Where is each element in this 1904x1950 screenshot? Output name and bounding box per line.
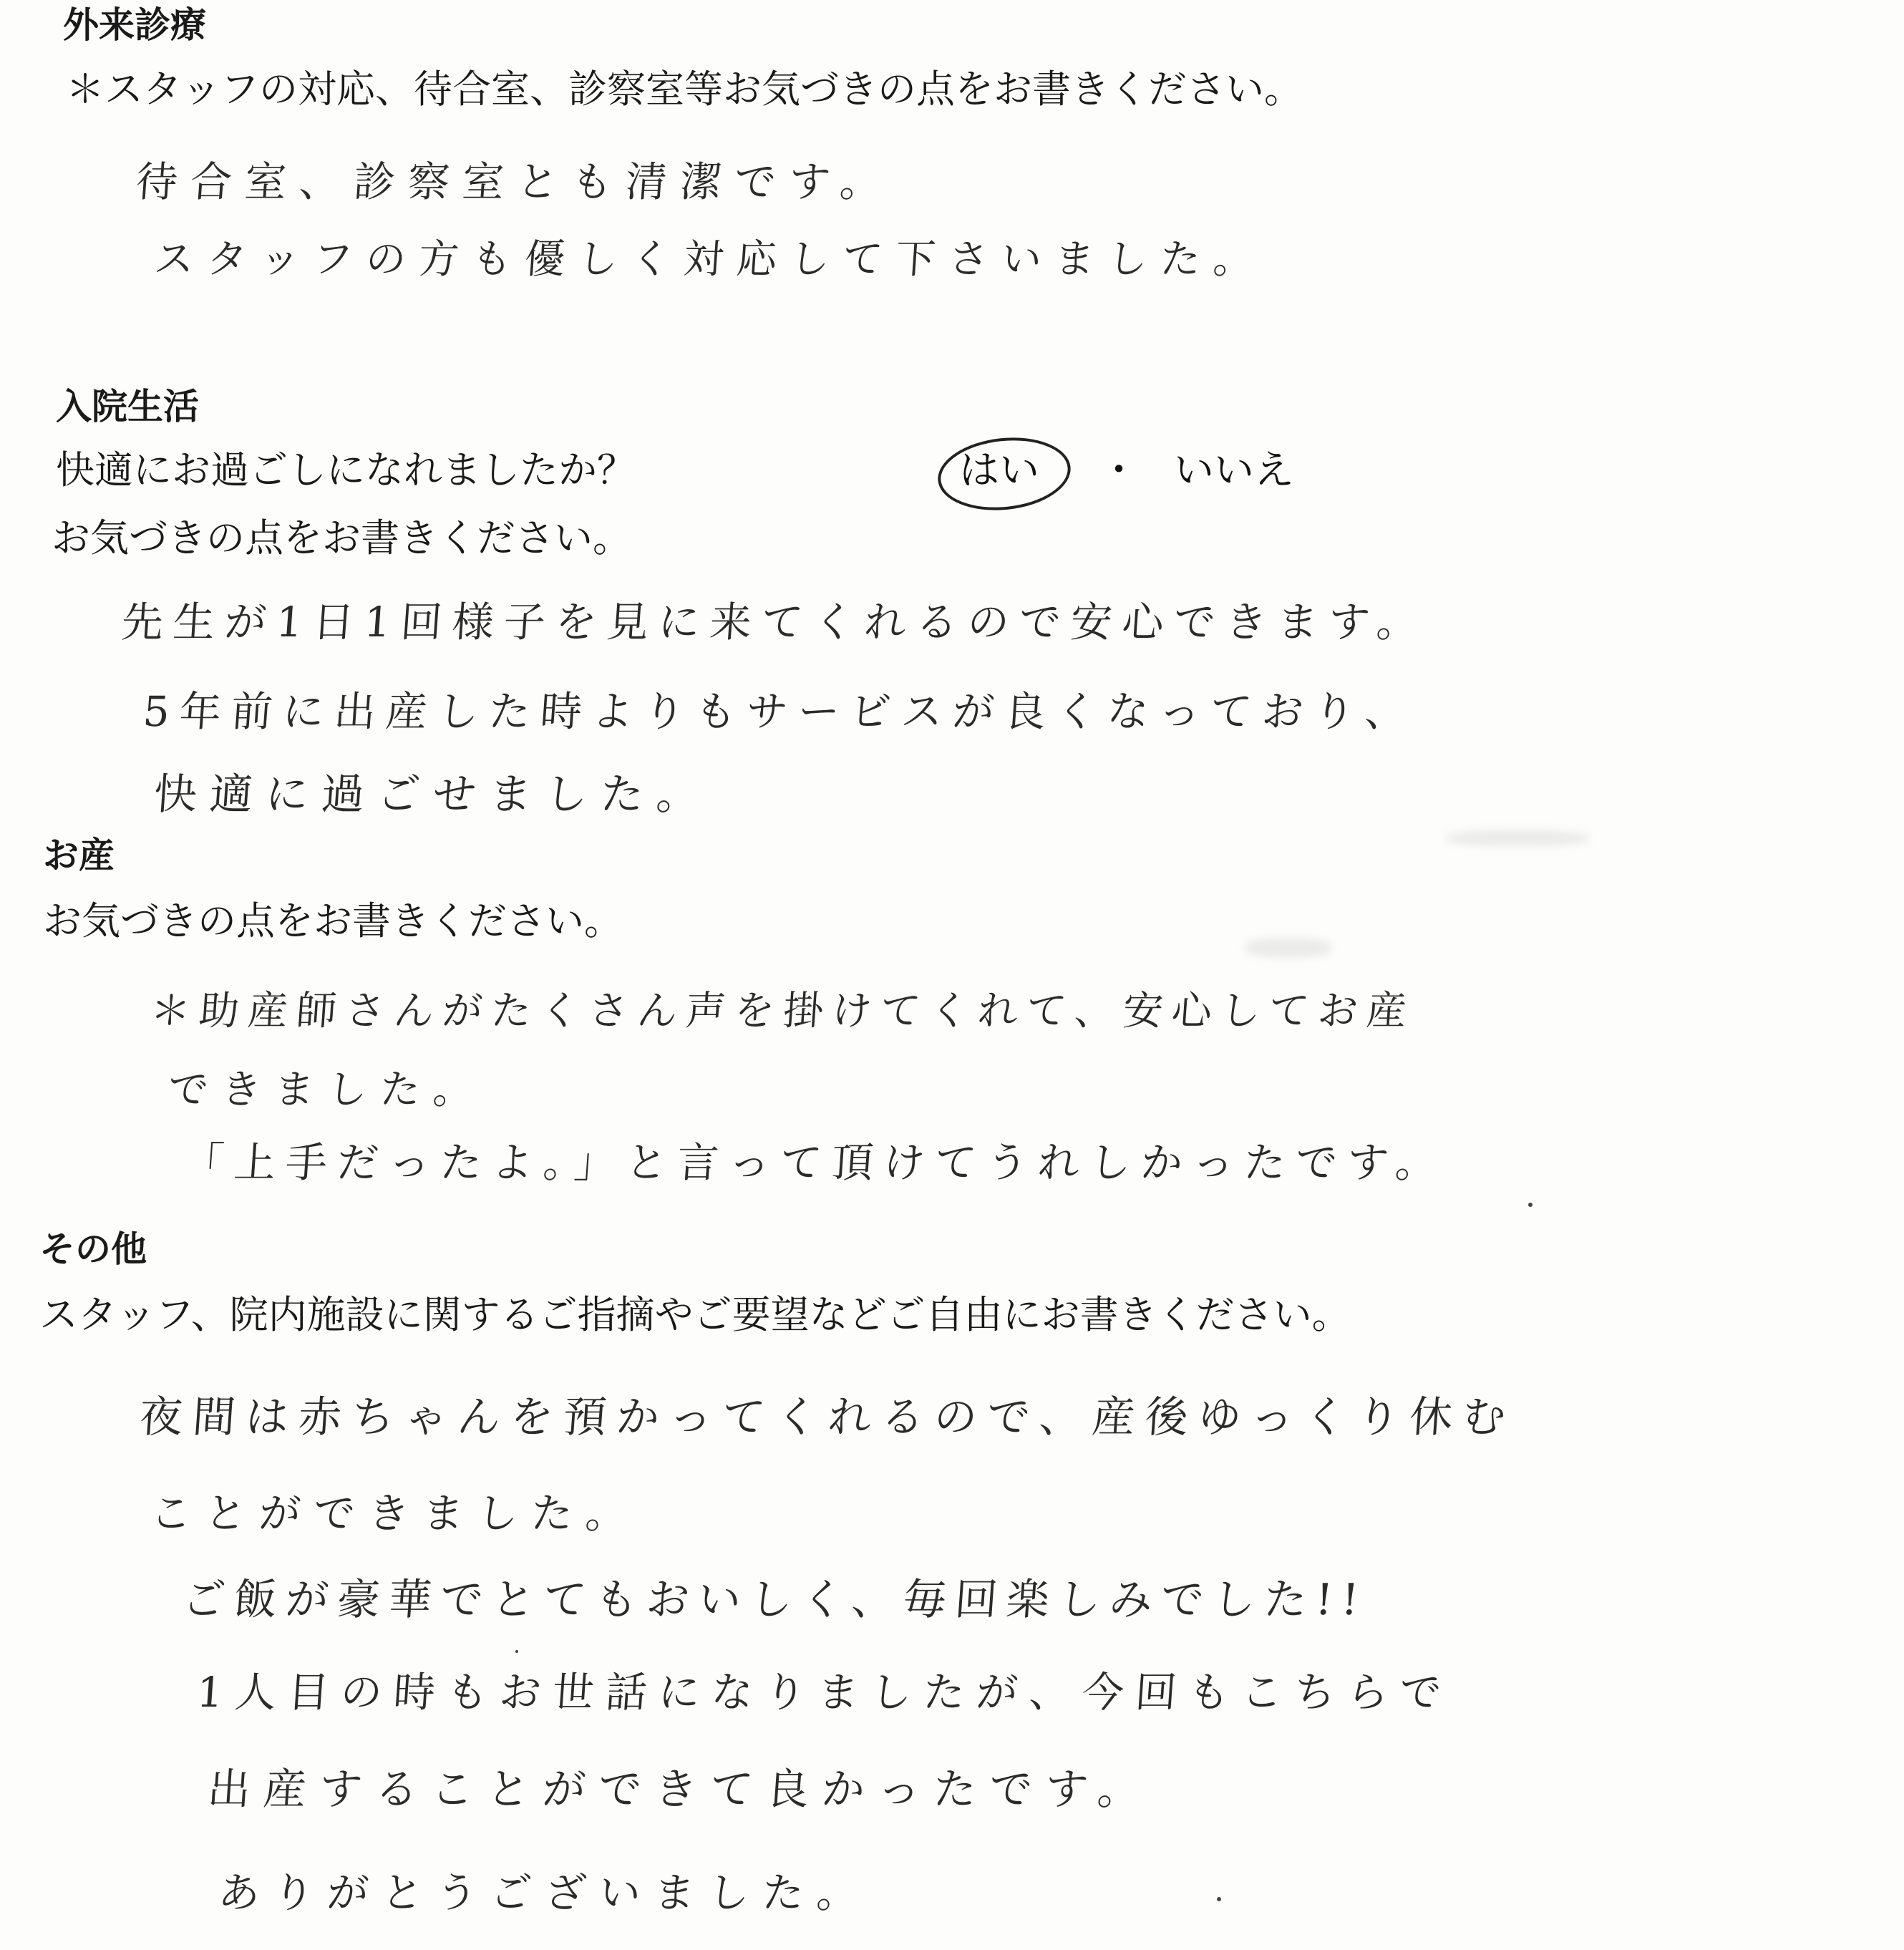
scan-smudge [1245,938,1331,958]
other-answer-line-6: ありがとうございました。 [216,1868,873,1917]
section-heading-other: その他 [39,1228,147,1270]
inpatient-prompt: お気づきの点をお書きください。 [52,515,631,561]
outpatient-prompt: ＊スタッフの対応、待合室、診察室等お気づきの点をお書きください。 [66,67,1303,112]
comfort-question: 快適にお過ごしになれましたか？ [56,447,636,493]
other-prompt: スタッフ、院内施設に関するご指摘やご要望などご自由にお書きください。 [39,1292,1351,1337]
other-answer-line-2: ことができました。 [148,1489,642,1538]
section-heading-outpatient: 外来診療 [63,4,206,46]
scan-speck [1217,1897,1221,1901]
delivery-answer-line-1: ＊助産師さんがたくさん声を掛けてくれて、安心してお産 [148,988,1417,1034]
outpatient-answer-line-1: 待合室、診察室とも清潔です。 [134,157,896,206]
other-answer-line-5: 出産することができて良かったです。 [205,1765,1155,1815]
scan-speck [1528,1203,1533,1207]
section-heading-inpatient: 入院生活 [56,386,199,427]
inpatient-answer-line-2: 5年前に出産した時よりもサービスが良くなっており、 [141,687,1419,736]
other-answer-line-4: 1人目の時もお世話になりましたが、今回もこちらで [195,1668,1454,1717]
other-answer-line-3: ご飯が豪華でとてもおいしく、毎回楽しみでした!! [180,1575,1369,1625]
choice-separator: ・ [1099,447,1139,494]
section-heading-delivery: お産 [43,835,115,876]
delivery-prompt: お気づきの点をお書きください。 [43,898,623,944]
other-answer-line-1: 夜間は赤ちゃんを預かってくれるので、産後ゆっくり休む [137,1392,1517,1442]
delivery-answer-line-2: できました。 [166,1067,488,1113]
scan-speck [515,1650,518,1653]
choice-no[interactable]: いいえ [1174,447,1294,494]
scan-smudge [1446,830,1589,846]
choice-yes[interactable]: はい [959,447,1039,494]
delivery-answer-line-3: 「上手だったよ。」と言って頂けてうれしかったです。 [180,1138,1449,1187]
inpatient-answer-line-1: 先生が1日1回様子を見に来てくれるので安心できます。 [120,598,1430,646]
selected-choice-circle [934,432,1074,517]
inpatient-answer-line-3: 快適に過ごせました。 [152,770,714,820]
outpatient-answer-line-2: スタッフの方も優しく対応して下さいました。 [152,236,1268,283]
